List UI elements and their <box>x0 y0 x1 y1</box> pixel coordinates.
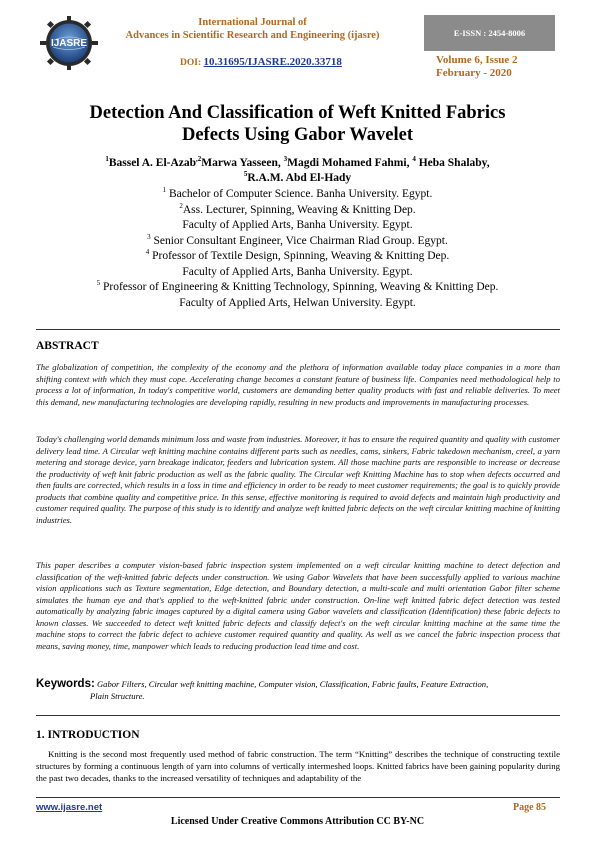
doi-link[interactable]: 10.31695/IJASRE.2020.33718 <box>203 56 342 68</box>
journal-title <box>100 16 405 42</box>
keywords-label: Keywords: <box>36 678 95 690</box>
affiliation-sup: 1 <box>162 186 167 195</box>
affiliation-text: Professor of Textile Design, Spinning, Weaving & Knitting Dep. <box>149 250 450 262</box>
issn-text: E-ISSN : 2454-8006 <box>453 28 526 38</box>
author-sup: 4 <box>412 155 416 164</box>
website-link[interactable]: www.ijasre.net <box>36 802 103 813</box>
footer-divider <box>36 797 560 798</box>
affiliation-text: Faculty of Applied Arts, Helwan University. Egypt. <box>179 296 416 309</box>
affiliation-line <box>40 218 555 234</box>
abstract-paragraph-1: The globalization of competition, the complexity of the economy and the plethora of information available today place companies in a more than shifting context with which they must cope. Accelerating change becomes a constant feature of business life. Companies need methodological help to process a lot of information, In today's competitive world, customers are demanding better quality products with fast and reliable deliveries. To meet this demand, new manufacturing technologies are developing rapidly, resulting in new products and improvements in manufacturing processes. <box>36 362 560 407</box>
section-divider <box>36 715 560 716</box>
affiliation-line <box>40 234 555 250</box>
affiliation-line <box>40 249 555 265</box>
doi-line <box>180 56 342 68</box>
affiliation-text: Ass. Lecturer, Spinning, Weaving & Knitting Dep. <box>182 203 416 216</box>
author-sup: ,2 <box>196 155 202 164</box>
affiliation-line <box>40 296 555 312</box>
keywords <box>36 678 560 702</box>
affiliation-text: Professor of Engineering & Knitting Technology, Spinning, Weaving & Knitting Dep. <box>100 281 499 293</box>
author-sup: 3 <box>283 155 288 164</box>
keywords-text: Gabor Filters, Circular weft knitting machine, Computer vision, Classification, Fabric faults, Feature Extraction, <box>94 679 489 689</box>
keywords-line1 <box>36 678 560 690</box>
affiliations <box>40 187 555 311</box>
abstract-heading: ABSTRACT <box>36 340 99 352</box>
author-sep: , <box>486 157 490 169</box>
volume-issue <box>436 54 518 80</box>
affiliation-line <box>40 187 555 203</box>
introduction-paragraph <box>36 748 560 784</box>
author-sup: 1 <box>105 155 109 164</box>
affiliation-text: Bachelor of Computer Science. Banha University. Egypt. <box>166 188 433 200</box>
author-1: Bassel A. El-Azab <box>108 157 197 169</box>
paper-title-line1: Detection And Classification of Weft Knitted Fabrics <box>89 103 506 123</box>
affiliation-sup: 2 <box>179 201 183 210</box>
page-number: Page 85 <box>513 802 547 813</box>
issn-badge <box>424 15 555 51</box>
paper-title <box>40 102 555 146</box>
author-2: Marwa Yasseen <box>201 157 278 169</box>
paper-title-line2: Defects Using Gabor Wavelet <box>181 125 414 145</box>
author-5: R.A.M. Abd El-Hady <box>247 172 352 184</box>
journal-title-line1: International Journal of <box>198 17 307 28</box>
license-text: Licensed Under Creative Commons Attribution CC BY-NC <box>170 816 425 827</box>
issue-date: February - 2020 <box>436 67 512 79</box>
affiliation-sup: 4 <box>145 248 150 257</box>
affiliation-line <box>40 265 555 281</box>
introduction-heading: 1. INTRODUCTION <box>36 729 140 741</box>
logo-text: IJASRE <box>50 38 88 49</box>
author-4: Heba Shalaby <box>418 157 487 169</box>
journal-header <box>0 0 595 90</box>
affiliation-text: Faculty of Applied Arts, Banha University. Egypt. <box>182 265 413 278</box>
author-3: Magdi Mohamed Fahmi <box>287 157 407 169</box>
affiliation-line <box>40 203 555 219</box>
affiliation-sup: 3 <box>147 232 151 241</box>
volume-issue-text: Volume 6, Issue 2 <box>436 54 518 66</box>
keywords-line2: Plain Structure. <box>90 691 145 701</box>
author-list <box>40 156 555 186</box>
author-sup: 5 <box>243 170 248 179</box>
author-line1 <box>40 156 555 171</box>
author-line2 <box>40 171 555 186</box>
affiliation-sup: 5 <box>96 279 101 288</box>
journal-title-line2: Advances in Scientific Research and Engineering (ijasre) <box>125 30 380 41</box>
author-sep: , <box>406 157 413 169</box>
section-divider <box>36 329 560 330</box>
affiliation-text: Faculty of Applied Arts, Banha University. Egypt. <box>182 219 413 231</box>
affiliation-text: Senior Consultant Engineer, Vice Chairman Riad Group. Egypt. <box>150 234 448 247</box>
abstract-paragraph-3: This paper describes a computer vision-based fabric inspection system implemented on a weft circular knitting machine to detect defection and classification of the weft-knitted fabric defects under construction. We using Gabor Wavelets that have been successfully applied to various machine vision applications such as Texture segmentation, Edge detection, and Boundary detection, a multi-scale and multi orientation Gabor filter scheme simulates the human eye and that's applied to the weft-knitted fabric under construction. On-line weft knitted fabric defect detection was tested automatically by analyzing fabric images captured by a digital camera using Gabor wavelets and classification (Identification) these fabric defects to known classes. We succeeded to detect weft knitted fabric defects and classify defect's on the weft circular knitting machine at the same time the machine stops to correct the fabric defect to achieve customer required quantity and quality. As well as we cancel the fabric inspection process that means, saving money, time, manpower which leads to reducing production lead time and cost. <box>36 560 560 651</box>
ijasre-logo-icon <box>40 16 98 70</box>
abstract-paragraph-2: Today's challenging world demands minimum loss and waste from industries. Moreover, it has to ensure the required quantity and quality with customer delivery lead time. A Circular weft knitting machine contains different parts such as needles, cams, sinkers, Fabric takedown mechanism, creel, a yarn metering and storage device, yarn breakage indicator, feeders and lubrication system. All those machine parts are responsible to increase or decrease the productivity of weft knit fabric production as well as the fabric quality. The Circular weft Knitting Machine has to stop when defects occurred and then faults are corrected, which results in a loss in time and efficiency in order to be ready to meet customer requirements; the goal is to quickly provide products that combine quality and competitive price. In this sense, effective monitoring is required to avoid defects and maintain high productivity and customer required quality. The purpose of this study is to identify and analyze weft knitted fabric defects on the weft circular knitting machine of knitting industries. <box>36 434 560 525</box>
author-sep: , <box>277 157 284 169</box>
affiliation-line <box>40 280 555 296</box>
introduction-text: Knitting is the second most frequently used method of fabric construction. The term “Knitting” describes the technique of constructing textile structures by forming a continuous length of yarn into columns of vertically intermeshed loops. Knitted fabrics have been gaining popularity during the past two decades, thanks to the increased versatility of techniques and adaptability of the <box>36 749 560 783</box>
doi-label: DOI: <box>180 58 202 68</box>
